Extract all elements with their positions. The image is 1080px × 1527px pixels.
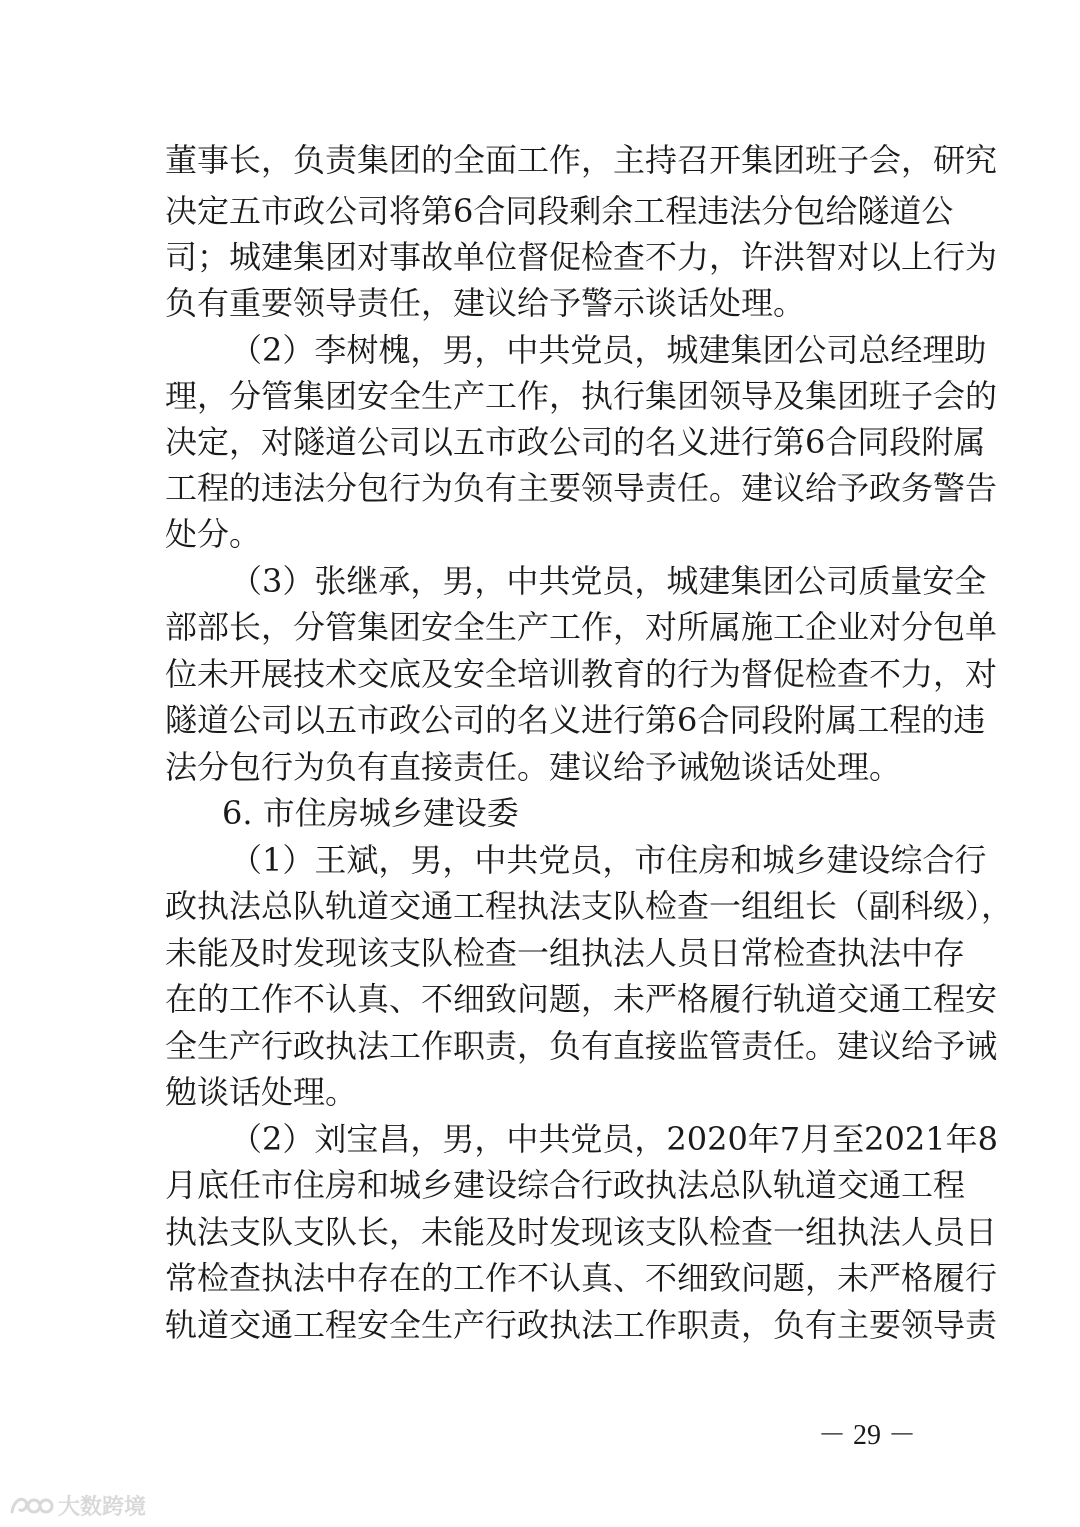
text-line: 工程的违法分包行为负有主要领导责任。建议给予政务警告 [165, 469, 998, 507]
text-line: 月底任市住房和城乡建设综合行政执法总队轨道交通工程 [165, 1166, 966, 1204]
section-heading: 6. 市住房城乡建设委 [222, 794, 519, 832]
text-line: 司；城建集团对事故单位督促检查不力，许洪智对以上行为 [165, 238, 998, 276]
text-line: 常检查执法中存在的工作不认真、不细致问题，未严格履行 [165, 1259, 998, 1297]
text-line: 全生产行政执法工作职责，负有直接监管责任。建议给予诫 [165, 1027, 998, 1065]
watermark [8, 1490, 146, 1520]
text-line: 在的工作不认真、不细致问题，未严格履行轨道交通工程安 [165, 980, 998, 1018]
text-line: 轨道交通工程安全生产行政执法工作职责，负有主要领导责 [165, 1306, 998, 1344]
text-line: 决定五市政公司将第6合同段剩余工程违法分包给隧道公 [165, 192, 954, 230]
text-line: （1）王斌，男，中共党员，市住房和城乡建设综合行 [230, 841, 987, 879]
text-line: （2）刘宝昌，男，中共党员，2020年7月至2021年8 [230, 1120, 998, 1158]
text-line: 勉谈话处理。 [165, 1073, 358, 1111]
text-line: 负有重要领导责任，建议给予警示谈话处理。 [165, 284, 806, 322]
text-line: 未能及时发现该支队检查一组执法人员日常检查执法中存 [165, 934, 966, 972]
text-line: 位未开展技术交底及安全培训教育的行为督促检查不力，对 [165, 655, 998, 693]
text-line: 部部长，分管集团安全生产工作，对所属施工企业对分包单 [165, 608, 998, 646]
text-line: 执法支队支队长，未能及时发现该支队检查一组执法人员日 [165, 1213, 998, 1251]
text-line: 隧道公司以五市政公司的名义进行第6合同段附属工程的违 [165, 701, 986, 739]
text-line: 决定，对隧道公司以五市政公司的名义进行第6合同段附属 [165, 423, 986, 461]
text-line: 法分包行为负有直接责任。建议给予诫勉谈话处理。 [165, 748, 902, 786]
text-line: 理，分管集团安全生产工作，执行集团领导及集团班子会的 [165, 377, 998, 415]
text-line: （2）李树槐，男，中共党员，城建集团公司总经理助 [230, 331, 987, 369]
watermark-text: 大数跨境 [58, 1494, 147, 1520]
text-line: 董事长，负责集团的全面工作，主持召开集团班子会，研究 [165, 141, 998, 179]
text-line: 处分。 [165, 515, 262, 553]
text-line: 政执法总队轨道交通工程执法支队检查一组组长（副科级）， [165, 887, 1014, 925]
watermark-logo-icon [8, 1492, 54, 1518]
text-line: （3）张继承，男，中共党员，城建集团公司质量安全 [230, 562, 987, 600]
page-number: － 29 － [818, 1420, 917, 1451]
